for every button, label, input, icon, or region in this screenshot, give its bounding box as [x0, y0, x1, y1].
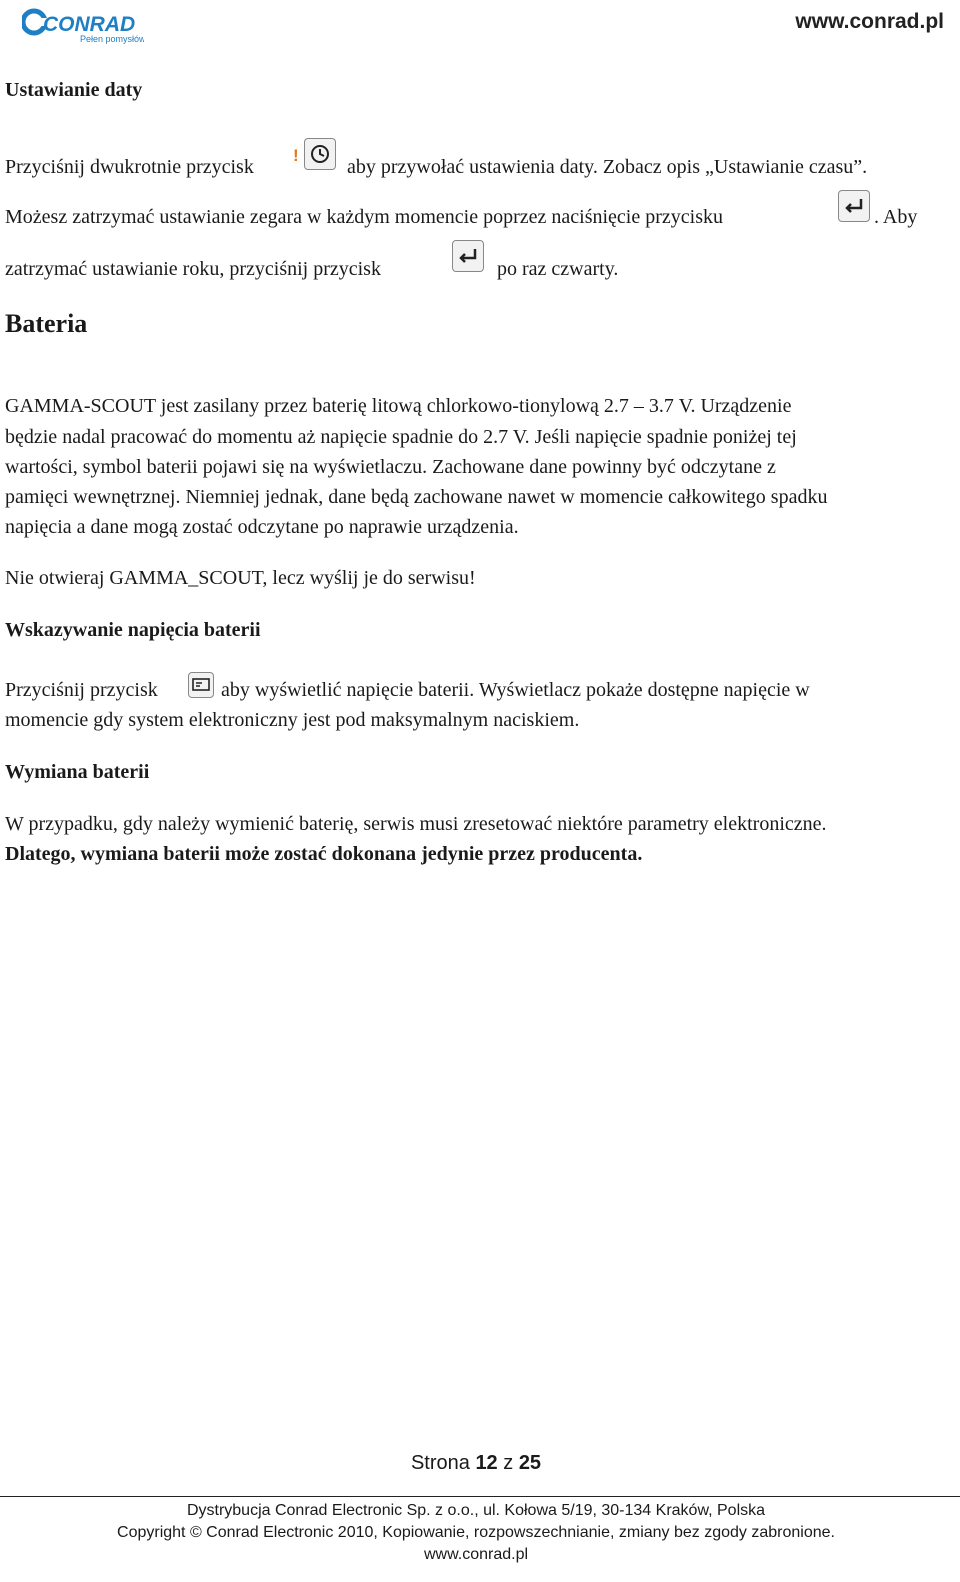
voltage-line-2: momencie gdy system elektroniczny jest pod maksymalnym naciskiem. [5, 709, 580, 731]
page-number [0, 1452, 952, 1475]
replace-line-2: Dlatego, wymiana baterii może zostać dokonana jedynie przez producenta. [5, 843, 643, 865]
site-url[interactable]: www.conrad.pl [795, 10, 944, 33]
display-icon [188, 672, 214, 698]
battery-line-1: GAMMA-SCOUT jest zasilany przez baterię litową chlorkowo-tionylową 2.7 – 3.7 V. Urządzenie [5, 395, 792, 417]
battery-line-5: napięcia a dane mogą zostać odczytane po naprawie urządzenia. [5, 516, 519, 538]
footer-address: Dystrybucja Conrad Electronic Sp. z o.o., ul. Kołowa 5/19, 30-134 Kraków, Polska [186, 1502, 766, 1519]
battery-warning: Nie otwieraj GAMMA_SCOUT, lecz wyślij je do serwisu! [5, 567, 476, 589]
date-line-3-start: zatrzymać ustawianie roku, przyciśnij przycisk [5, 258, 381, 280]
heading-date-setting: Ustawianie daty [5, 79, 143, 101]
date-line-1-start: Przyciśnij dwukrotnie przycisk [5, 156, 254, 178]
heading-voltage: Wskazywanie napięcia baterii [5, 619, 261, 641]
footer-copyright: Copyright © Conrad Electronic 2010, Kopiowanie, rozpowszechnianie, zmiany bez zgody zabronione. [117, 1524, 835, 1541]
battery-line-3: wartości, symbol baterii pojawi się na wyświetlaczu. Zachowane dane powinny być odczytane z [5, 456, 776, 478]
date-line-2-end: . Aby [874, 206, 918, 228]
date-line-2-start: Możesz zatrzymać ustawianie zegara w każdym momencie poprzez naciśnięcie przycisku [5, 206, 723, 228]
date-line-1-end: aby przywołać ustawienia daty. Zobacz opis „Ustawianie czasu”. [347, 156, 868, 178]
conrad-logo [22, 8, 144, 44]
voltage-line-1-start: Przyciśnij przycisk [5, 679, 158, 701]
battery-line-4: pamięci wewnętrznej. Niemniej jednak, dane będą zachowane nawet w momencie całkowitego spadku [5, 486, 828, 508]
voltage-line-1-end: aby wyświetlić napięcie baterii. Wyświetlacz pokaże dostępne napięcie w [221, 679, 810, 701]
heading-replace: Wymiana baterii [5, 761, 150, 783]
logo-tagline: Pełen pomysłów [80, 34, 144, 44]
heading-battery: Bateria [5, 309, 88, 338]
footer-url[interactable]: www.conrad.pl [423, 1546, 529, 1563]
battery-line-2: będzie nadal pracować do momentu aż napięcie spadnie do 2.7 V. Jeśli napięcie spadnie poniżej tej [5, 426, 797, 448]
enter-icon [452, 240, 484, 272]
page-sep: z [503, 1452, 514, 1474]
date-line-3-end: po raz czwarty. [497, 258, 619, 280]
page-label: Strona [410, 1452, 470, 1474]
logo-text: CONRAD [43, 13, 136, 36]
clock-icon [304, 138, 336, 170]
exclamation-icon: ! [293, 146, 299, 165]
replace-line-1: W przypadku, gdy należy wymienić baterię, serwis musi zresetować niektóre parametry elektroniczne. [5, 813, 827, 835]
page-total: 25 [518, 1452, 542, 1474]
footer-divider [0, 1496, 960, 1497]
page-current: 12 [475, 1452, 498, 1474]
enter-icon [838, 190, 870, 222]
